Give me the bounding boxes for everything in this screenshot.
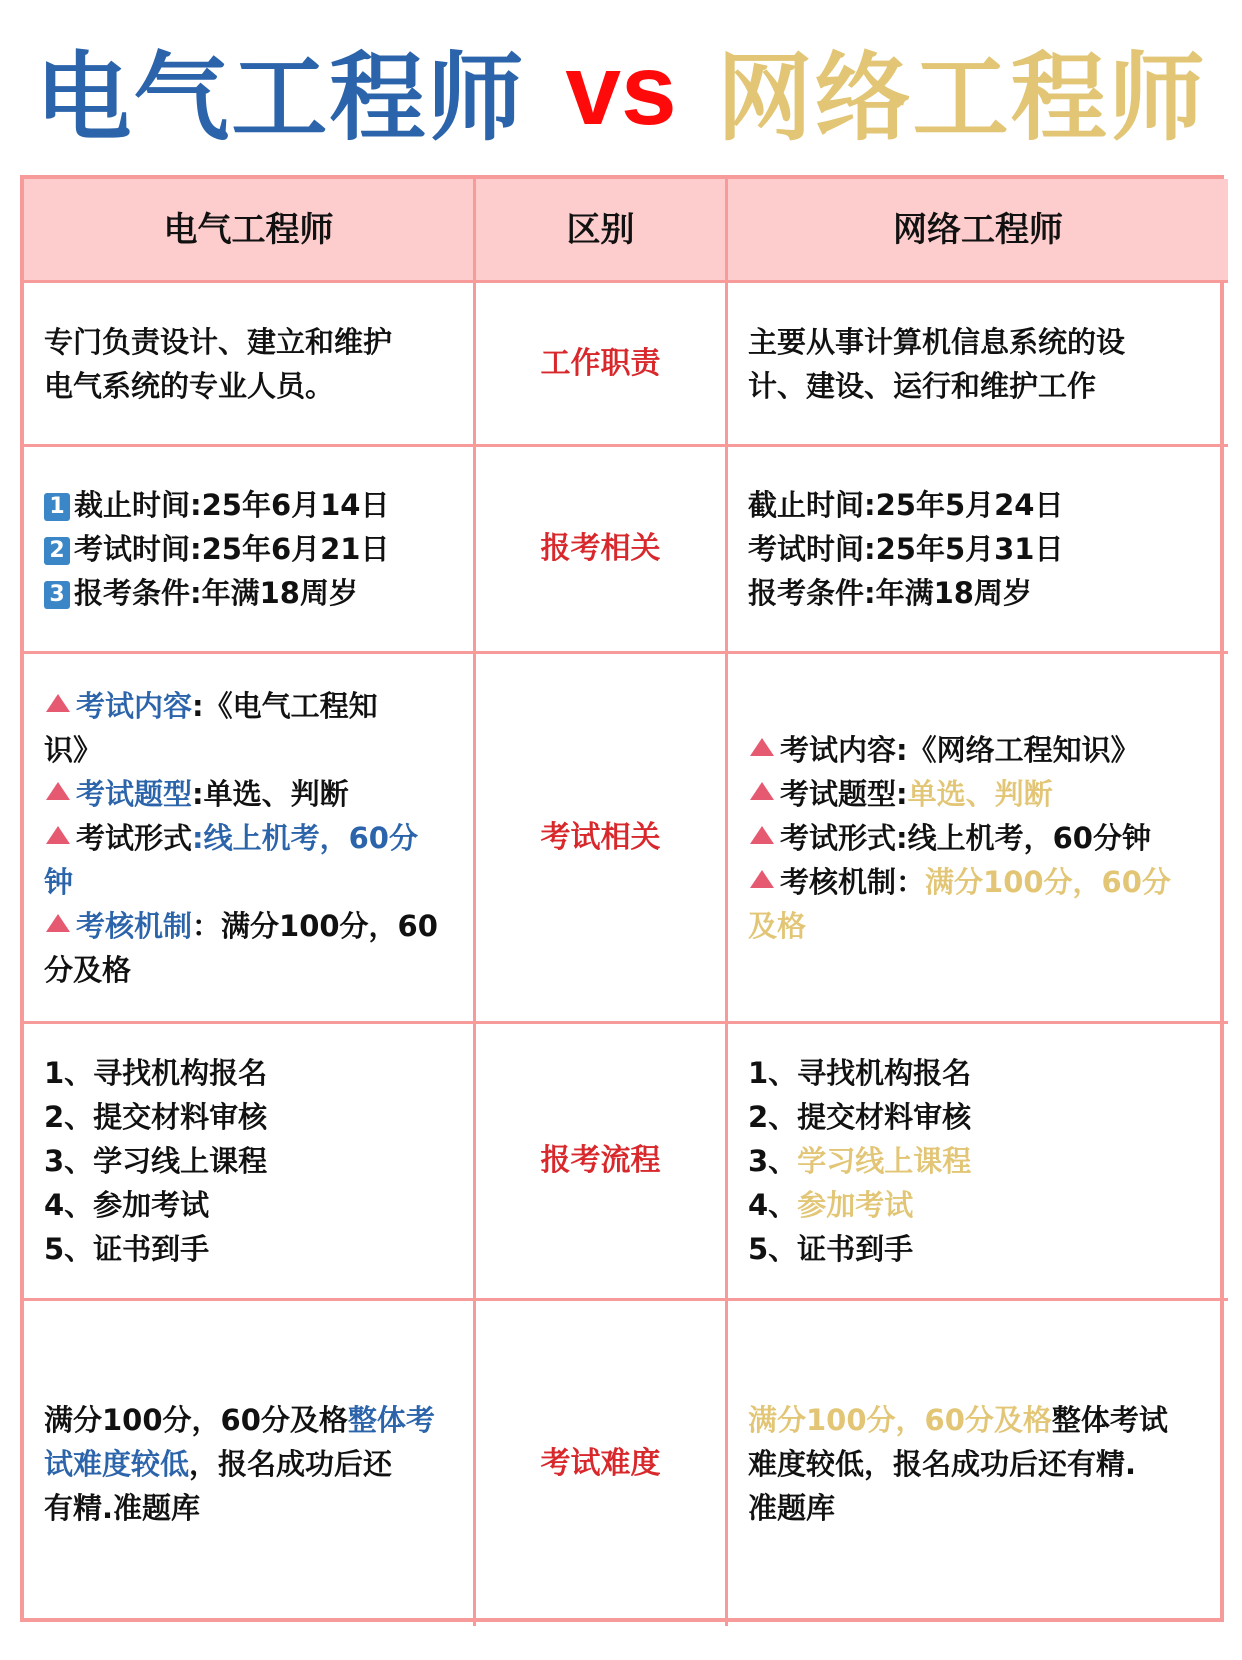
text-line — [748, 527, 1208, 571]
text-segment: 3、学习线上课程 — [44, 1144, 268, 1178]
text-line — [748, 364, 1208, 408]
text-segment: 整体考 — [347, 1402, 435, 1437]
page-title — [0, 30, 1242, 154]
text-segment: 考试时间:25年6月21日 — [74, 532, 390, 566]
triangle-bullet-icon — [750, 782, 774, 800]
text-line — [44, 571, 453, 615]
header-difference: 区别 — [476, 179, 728, 283]
network-cell — [728, 654, 1228, 1024]
text-segment: 考试题型 — [76, 776, 193, 811]
number-badge-icon: 3 — [44, 581, 70, 609]
difference-label: 考试相关 — [476, 654, 728, 1024]
electrical-cell — [24, 283, 476, 447]
text-line — [748, 571, 1208, 615]
network-cell — [728, 283, 1228, 447]
text-segment: 考试形式:线上机考，60分钟 — [780, 820, 1151, 855]
text-line — [748, 772, 1208, 816]
text-segment: :《电气工程知 — [192, 688, 378, 723]
title-electrical: 电气工程师 — [35, 41, 526, 154]
text-line — [748, 728, 1208, 772]
triangle-bullet-icon — [750, 738, 774, 756]
text-line — [44, 728, 453, 772]
text-line — [44, 948, 453, 992]
network-cell — [728, 1301, 1228, 1626]
text-segment: 3、 — [748, 1144, 798, 1178]
difference-label: 考试难度 — [476, 1301, 728, 1626]
text-segment: 主要从事计算机信息系统的设 — [748, 324, 1126, 359]
text-segment: 满分100分，60分 — [925, 864, 1171, 899]
triangle-bullet-icon — [46, 694, 70, 712]
text-segment: 2、提交材料审核 — [44, 1100, 268, 1134]
comparison-table — [20, 175, 1224, 1622]
text-line — [44, 860, 453, 904]
text-line — [748, 904, 1208, 948]
text-line — [748, 1486, 1208, 1530]
title-vs: vs — [565, 33, 677, 146]
text-segment: 分及格 — [44, 952, 132, 987]
text-line — [748, 1227, 1208, 1271]
text-segment: 有精.准题库 — [44, 1490, 201, 1525]
text-segment: 学习线上课程 — [797, 1144, 972, 1178]
text-segment: 5、证书到手 — [44, 1232, 210, 1266]
number-badge-icon: 2 — [44, 537, 70, 565]
difference-label: 报考相关 — [476, 447, 728, 654]
triangle-bullet-icon — [750, 826, 774, 844]
text-line — [44, 684, 453, 728]
triangle-bullet-icon — [750, 870, 774, 888]
text-segment: :线上机考，60分 — [192, 820, 418, 855]
text-segment: 专门负责设计、建立和维护 — [44, 324, 393, 359]
electrical-cell — [24, 1301, 476, 1626]
text-segment: 考试时间:25年5月31日 — [748, 532, 1064, 566]
text-line — [44, 320, 453, 364]
text-segment: 满分100分，60分及格 — [44, 1402, 348, 1437]
title-network: 网络工程师 — [716, 41, 1207, 154]
network-cell — [728, 447, 1228, 654]
text-segment: 考试内容:《网络工程知识》 — [780, 732, 1140, 767]
text-segment: 识》 — [44, 732, 103, 767]
text-line — [44, 1398, 453, 1442]
text-line — [748, 483, 1208, 527]
text-segment: 截止时间:25年5月24日 — [748, 488, 1064, 522]
text-segment: 整体考试 — [1051, 1402, 1168, 1437]
text-line — [44, 1183, 453, 1227]
text-segment: 考核机制 — [76, 908, 193, 943]
header-network: 网络工程师 — [728, 179, 1228, 283]
text-segment: 电气系统的专业人员。 — [44, 368, 335, 403]
text-segment: 报考条件:年满18周岁 — [748, 576, 1032, 610]
text-segment: 5、证书到手 — [748, 1232, 914, 1266]
text-line — [44, 1139, 453, 1183]
text-line — [44, 1051, 453, 1095]
text-segment: 4、 — [748, 1188, 798, 1222]
text-segment: 准题库 — [748, 1490, 836, 1525]
electrical-cell — [24, 1024, 476, 1301]
text-segment: 1、寻找机构报名 — [44, 1056, 268, 1090]
text-line — [44, 483, 453, 527]
text-segment: 试难度较低 — [44, 1446, 190, 1481]
text-line — [44, 527, 453, 571]
text-segment: ：满分100分，60 — [192, 908, 438, 943]
text-line — [748, 1139, 1208, 1183]
text-line — [44, 1442, 453, 1486]
text-segment: 单选、判断 — [907, 776, 1053, 811]
text-line — [748, 816, 1208, 860]
text-segment: :单选、判断 — [192, 776, 349, 811]
difference-label: 工作职责 — [476, 283, 728, 447]
text-segment: ，报名成功后还 — [189, 1446, 393, 1481]
text-line — [748, 1398, 1208, 1442]
text-segment: 2、提交材料审核 — [748, 1100, 972, 1134]
text-line — [748, 860, 1208, 904]
text-segment: 考试内容 — [76, 688, 193, 723]
text-segment: 难度较低，报名成功后还有精. — [748, 1446, 1137, 1481]
text-segment: 4、参加考试 — [44, 1188, 210, 1222]
text-line — [44, 1227, 453, 1271]
text-segment: 计、建设、运行和维护工作 — [748, 368, 1097, 403]
text-segment: 考核机制： — [780, 864, 926, 899]
text-line — [44, 364, 453, 408]
text-segment: 报考条件:年满18周岁 — [74, 576, 358, 610]
text-line — [44, 1486, 453, 1530]
text-segment: 满分100分，60分及格 — [748, 1402, 1052, 1437]
text-line — [748, 1183, 1208, 1227]
text-line — [748, 1095, 1208, 1139]
header-electrical: 电气工程师 — [24, 179, 476, 283]
text-segment: 钟 — [44, 864, 74, 899]
triangle-bullet-icon — [46, 826, 70, 844]
text-line — [44, 1095, 453, 1139]
text-segment: 参加考试 — [797, 1188, 914, 1222]
text-line — [748, 1051, 1208, 1095]
network-cell — [728, 1024, 1228, 1301]
text-line — [44, 772, 453, 816]
number-badge-icon: 1 — [44, 493, 70, 521]
text-line — [748, 1442, 1208, 1486]
text-segment: 1、寻找机构报名 — [748, 1056, 972, 1090]
text-line — [44, 904, 453, 948]
triangle-bullet-icon — [46, 914, 70, 932]
text-line — [748, 320, 1208, 364]
text-segment: 考试题型: — [780, 776, 908, 811]
difference-label: 报考流程 — [476, 1024, 728, 1301]
text-line — [44, 816, 453, 860]
text-segment: 考试形式 — [76, 820, 193, 855]
triangle-bullet-icon — [46, 782, 70, 800]
electrical-cell — [24, 654, 476, 1024]
text-segment: 及格 — [748, 908, 807, 943]
electrical-cell — [24, 447, 476, 654]
text-segment: 裁止时间:25年6月14日 — [74, 488, 390, 522]
